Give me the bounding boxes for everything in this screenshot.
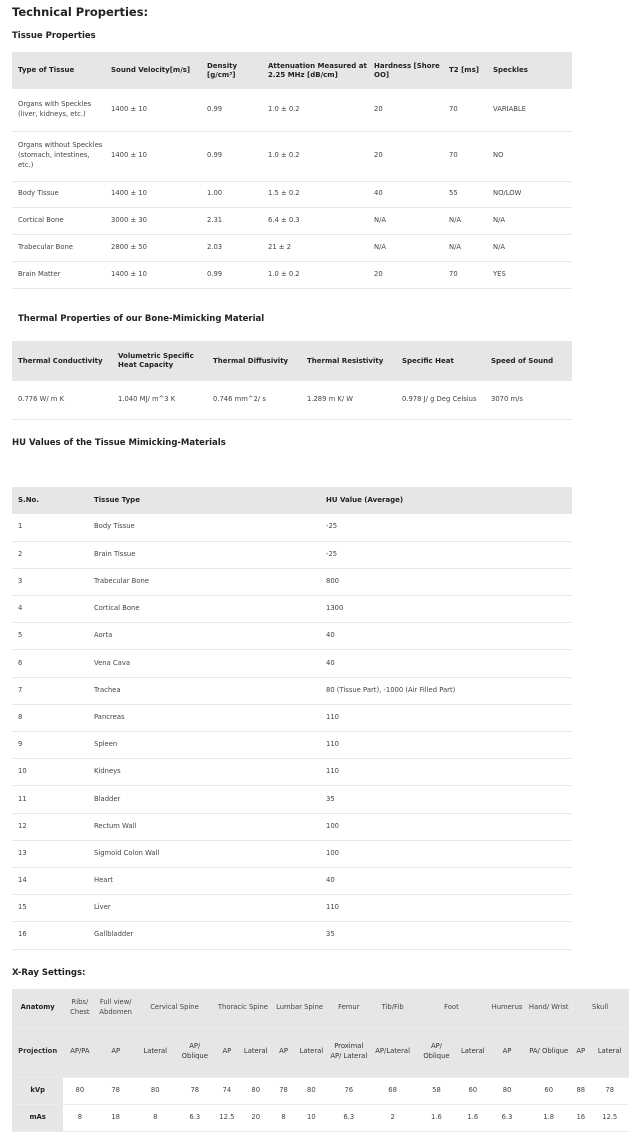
xray-projection-cell: Lateral (590, 1027, 629, 1077)
xray-projection-cell: Lateral (240, 1027, 272, 1077)
hu-cell: Vena Cava (88, 650, 320, 677)
thermal-header-cell: Thermal Resistivity (301, 341, 396, 381)
xray-anatomy-cell: Skull (571, 989, 629, 1027)
table-row (12, 541, 572, 568)
tissue-cell: 0.99 (201, 89, 262, 131)
hu-cell: 6 (12, 650, 88, 677)
tissue-cell: 1.0 ± 0.2 (262, 89, 368, 131)
xray-kvp-cell: 80 (240, 1077, 272, 1104)
table-row (12, 89, 572, 131)
xray-projection-cell: AP/ Oblique (176, 1027, 214, 1077)
tissue-cell: Organs without Speckles (stomach, intestines, etc.) (12, 131, 105, 181)
tissue-properties-heading: Tissue Properties (12, 31, 96, 41)
xray-anatomy-cell: Cervical Spine (135, 989, 214, 1027)
xray-projection-cell: AP (272, 1027, 296, 1077)
tissue-cell: NO (487, 131, 572, 181)
xray-kvp-cell: 80 (135, 1077, 176, 1104)
hu-cell: 16 (12, 922, 88, 949)
tissue-cell: N/A (443, 234, 487, 261)
table-row (12, 234, 572, 261)
table-row (12, 895, 572, 922)
table-row (12, 840, 572, 867)
table-row (12, 131, 572, 181)
hu-cell: 35 (320, 922, 572, 949)
tissue-header-cell: Sound Velocity[m/s] (105, 52, 201, 89)
thermal-cell: 3070 m/s (485, 381, 572, 419)
hu-cell: Gallbladder (88, 922, 320, 949)
hu-cell: 3 (12, 568, 88, 595)
hu-cell: -25 (320, 514, 572, 541)
xray-mas-cell: 18 (96, 1104, 134, 1131)
thermal-value-row (12, 381, 572, 419)
xray-projection-label: Projection (12, 1027, 63, 1077)
xray-mas-cell: 10 (295, 1104, 327, 1131)
hu-cell: 5 (12, 623, 88, 650)
xray-mas-cell: 8 (272, 1104, 296, 1131)
xray-projection-cell: Lateral (458, 1027, 488, 1077)
xray-anatomy-cell: Full view/ Abdomen (96, 989, 134, 1027)
hu-cell: 12 (12, 813, 88, 840)
xray-anatomy-cell: Hand/ Wrist (526, 989, 571, 1027)
thermal-header-cell: Specific Heat (396, 341, 485, 381)
tissue-cell: 1.0 ± 0.2 (262, 131, 368, 181)
hu-cell: Cortical Bone (88, 596, 320, 623)
hu-cell: 2 (12, 541, 88, 568)
thermal-cell: 0.776 W/ m K (12, 381, 112, 419)
xray-projection-cell: AP (96, 1027, 134, 1077)
table-row (12, 514, 572, 541)
tissue-cell: 1.5 ± 0.2 (262, 181, 368, 207)
thermal-cell: 1.289 m K/ W (301, 381, 396, 419)
tissue-cell: N/A (487, 234, 572, 261)
tissue-header-cell: Density [g/cm³] (201, 52, 262, 89)
hu-cell: Bladder (88, 786, 320, 813)
tissue-cell: 2.31 (201, 207, 262, 234)
hu-cell: 100 (320, 840, 572, 867)
tissue-cell: 21 ± 2 (262, 234, 368, 261)
hu-cell: 100 (320, 813, 572, 840)
tissue-header-cell: T2 [ms] (443, 52, 487, 89)
xray-anatomy-cell: Femur (327, 989, 370, 1027)
hu-header-cell: HU Value (Average) (320, 487, 572, 514)
xray-kvp-cell: 78 (590, 1077, 629, 1104)
thermal-properties-heading: Thermal Properties of our Bone-Mimicking Material (18, 314, 265, 324)
xray-projection-cell: AP (488, 1027, 526, 1077)
table-row (12, 922, 572, 949)
tissue-cell: 70 (443, 89, 487, 131)
table-row (12, 732, 572, 759)
table-row (12, 596, 572, 623)
hu-cell: 110 (320, 704, 572, 731)
hu-cell: -25 (320, 541, 572, 568)
tissue-cell: 1400 ± 10 (105, 261, 201, 288)
hu-cell: Body Tissue (88, 514, 320, 541)
tissue-cell: 55 (443, 181, 487, 207)
hu-cell: Trabecular Bone (88, 568, 320, 595)
xray-anatomy-row (12, 989, 629, 1027)
xray-mas-cell: 6.3 (327, 1104, 370, 1131)
tissue-cell: N/A (368, 207, 443, 234)
xray-mas-cell: 1.6 (415, 1104, 458, 1131)
xray-kvp-cell: 58 (415, 1077, 458, 1104)
tissue-cell: YES (487, 261, 572, 288)
tissue-cell: Trabecular Bone (12, 234, 105, 261)
tissue-cell: 1.00 (201, 181, 262, 207)
xray-projection-cell: PA/ Oblique (526, 1027, 571, 1077)
xray-mas-cell: 1.6 (458, 1104, 488, 1131)
tissue-cell: Body Tissue (12, 181, 105, 207)
hu-cell: 1 (12, 514, 88, 541)
xray-settings-table (12, 989, 629, 1132)
tissue-cell: 20 (368, 89, 443, 131)
xray-projection-cell: AP/Lateral (370, 1027, 415, 1077)
tissue-cell: 20 (368, 261, 443, 288)
xray-anatomy-label: Anatomy (12, 989, 63, 1027)
xray-projection-cell: Lateral (135, 1027, 176, 1077)
hu-cell: 8 (12, 704, 88, 731)
xray-kvp-cell: 78 (176, 1077, 214, 1104)
tissue-properties-table (12, 52, 572, 289)
tissue-cell: Brain Matter (12, 261, 105, 288)
table-row (12, 677, 572, 704)
xray-projection-cell: AP/ Oblique (415, 1027, 458, 1077)
xray-kvp-cell: 78 (96, 1077, 134, 1104)
thermal-header-cell: Speed of Sound (485, 341, 572, 381)
xray-mas-cell: 8 (63, 1104, 96, 1131)
hu-cell: 10 (12, 759, 88, 786)
tissue-cell: VARIABLE (487, 89, 572, 131)
xray-kvp-cell: 68 (370, 1077, 415, 1104)
xray-projection-cell: Proximal AP/ Lateral (327, 1027, 370, 1077)
xray-projection-cell: AP (571, 1027, 590, 1077)
tissue-cell: N/A (487, 207, 572, 234)
tissue-cell: 1400 ± 10 (105, 131, 201, 181)
hu-cell: Liver (88, 895, 320, 922)
table-row (12, 650, 572, 677)
tissue-cell: 1.0 ± 0.2 (262, 261, 368, 288)
hu-cell: 40 (320, 650, 572, 677)
xray-mas-cell: 2 (370, 1104, 415, 1131)
hu-cell: 4 (12, 596, 88, 623)
xray-kvp-cell: 78 (272, 1077, 296, 1104)
tissue-cell: NO/LOW (487, 181, 572, 207)
tissue-cell: 1400 ± 10 (105, 89, 201, 131)
table-row (12, 261, 572, 288)
table-row (12, 786, 572, 813)
hu-cell: Aorta (88, 623, 320, 650)
hu-cell: 40 (320, 867, 572, 894)
xray-kvp-cell: 74 (214, 1077, 240, 1104)
hu-values-table (12, 487, 572, 950)
xray-kvp-cell: 80 (295, 1077, 327, 1104)
tissue-cell: 20 (368, 131, 443, 181)
thermal-properties-table (12, 341, 572, 420)
hu-cell: Brain Tissue (88, 541, 320, 568)
hu-cell: 40 (320, 623, 572, 650)
xray-anatomy-cell: Thoracic Spine (214, 989, 272, 1027)
tissue-header-cell: Attenuation Measured at 2.25 MHz [dB/cm] (262, 52, 368, 89)
table-row (12, 704, 572, 731)
tissue-cell: 2.03 (201, 234, 262, 261)
xray-kvp-row (12, 1077, 629, 1104)
hu-cell: 110 (320, 895, 572, 922)
xray-mas-row (12, 1104, 629, 1131)
tissue-cell: Cortical Bone (12, 207, 105, 234)
hu-cell: Heart (88, 867, 320, 894)
xray-projection-cell: AP/PA (63, 1027, 96, 1077)
xray-mas-cell: 12.5 (590, 1104, 629, 1131)
table-row (12, 181, 572, 207)
xray-mas-cell: 1.8 (526, 1104, 571, 1131)
xray-settings-heading: X-Ray Settings: (12, 968, 86, 978)
xray-mas-cell: 6.3 (488, 1104, 526, 1131)
xray-anatomy-cell: Foot (415, 989, 488, 1027)
xray-projection-row (12, 1027, 629, 1077)
hu-cell: 11 (12, 786, 88, 813)
hu-cell: 9 (12, 732, 88, 759)
tissue-cell: 70 (443, 131, 487, 181)
hu-cell: 7 (12, 677, 88, 704)
thermal-header-cell: Thermal Diffusivity (207, 341, 301, 381)
table-row (12, 568, 572, 595)
xray-projection-cell: Lateral (295, 1027, 327, 1077)
xray-anatomy-cell: Tib/Fib (370, 989, 415, 1027)
hu-cell: 13 (12, 840, 88, 867)
tissue-cell: 3000 ± 30 (105, 207, 201, 234)
tissue-cell: Organs with Speckles (liver, kidneys, etc.) (12, 89, 105, 131)
xray-anatomy-cell: Humerus (488, 989, 526, 1027)
thermal-cell: 0.978 J/ g Deg Celsius (396, 381, 485, 419)
tissue-header-row (12, 52, 572, 89)
hu-values-heading: HU Values of the Tissue Mimicking-Materials (12, 438, 226, 448)
thermal-cell: 1.040 MJ/ m^3 K (112, 381, 207, 419)
thermal-header-row (12, 341, 572, 381)
hu-cell: 1300 (320, 596, 572, 623)
hu-cell: Sigmoid Colon Wall (88, 840, 320, 867)
tissue-body (12, 89, 572, 288)
hu-cell: 80 (Tissue Part), -1000 (Air Filled Part) (320, 677, 572, 704)
xray-anatomy-cell: Ribs/ Chest (63, 989, 96, 1027)
xray-kvp-cell: 60 (526, 1077, 571, 1104)
xray-mas-cell: 16 (571, 1104, 590, 1131)
hu-cell: 14 (12, 867, 88, 894)
tissue-cell: N/A (443, 207, 487, 234)
tissue-cell: 40 (368, 181, 443, 207)
thermal-header-cell: Thermal Conductivity (12, 341, 112, 381)
hu-cell: Rectum Wall (88, 813, 320, 840)
hu-cell: 110 (320, 732, 572, 759)
xray-projection-cell: AP (214, 1027, 240, 1077)
table-row (12, 759, 572, 786)
tissue-cell: 70 (443, 261, 487, 288)
hu-cell: 15 (12, 895, 88, 922)
hu-header-cell: Tissue Type (88, 487, 320, 514)
table-row (12, 207, 572, 234)
table-row (12, 623, 572, 650)
thermal-cell: 0.746 mm^2/ s (207, 381, 301, 419)
xray-anatomy-cell: Lumbar Spine (272, 989, 328, 1027)
hu-cell: Trachea (88, 677, 320, 704)
tissue-cell: 0.99 (201, 261, 262, 288)
xray-mas-cell: 20 (240, 1104, 272, 1131)
xray-kvp-cell: 88 (571, 1077, 590, 1104)
hu-header-row (12, 487, 572, 514)
xray-kvp-cell: 80 (488, 1077, 526, 1104)
hu-header-cell: S.No. (12, 487, 88, 514)
xray-mas-cell: 12.5 (214, 1104, 240, 1131)
table-row (12, 813, 572, 840)
hu-cell: 800 (320, 568, 572, 595)
hu-body (12, 514, 572, 949)
hu-cell: 35 (320, 786, 572, 813)
xray-kvp-cell: 76 (327, 1077, 370, 1104)
table-row (12, 867, 572, 894)
tissue-cell: 2800 ± 50 (105, 234, 201, 261)
xray-kvp-label: kVp (12, 1077, 63, 1104)
tissue-cell: 6.4 ± 0.3 (262, 207, 368, 234)
hu-cell: Spleen (88, 732, 320, 759)
xray-kvp-cell: 60 (458, 1077, 488, 1104)
tissue-cell: 0.99 (201, 131, 262, 181)
tissue-cell: 1400 ± 10 (105, 181, 201, 207)
thermal-header-cell: Volumetric Specific Heat Capacity (112, 341, 207, 381)
page-title: Technical Properties: (12, 5, 149, 19)
tissue-header-cell: Type of Tissue (12, 52, 105, 89)
xray-kvp-cell: 80 (63, 1077, 96, 1104)
xray-mas-label: mAs (12, 1104, 63, 1131)
tissue-header-cell: Speckles (487, 52, 572, 89)
tissue-cell: N/A (368, 234, 443, 261)
hu-cell: 110 (320, 759, 572, 786)
xray-mas-cell: 8 (135, 1104, 176, 1131)
hu-cell: Pancreas (88, 704, 320, 731)
hu-cell: Kidneys (88, 759, 320, 786)
xray-mas-cell: 6.3 (176, 1104, 214, 1131)
tissue-header-cell: Hardness [Shore OO] (368, 52, 443, 89)
